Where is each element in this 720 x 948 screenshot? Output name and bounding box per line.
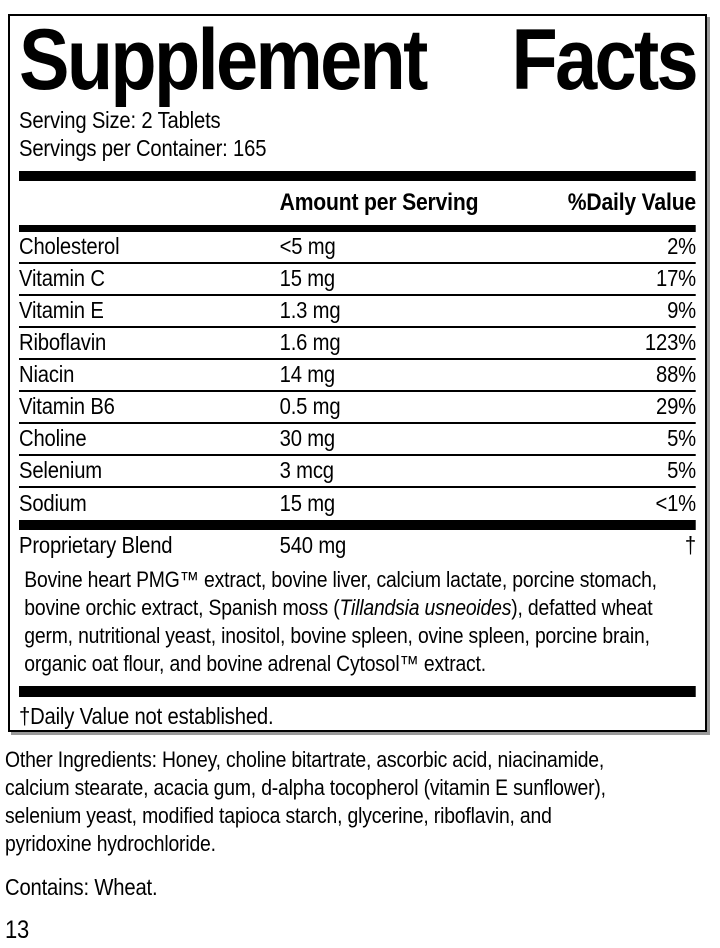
- below-panel-text: [5, 746, 717, 945]
- blend-line2-post: ), defatted wheat: [511, 594, 653, 620]
- other-ingredients-paragraph: [5, 746, 717, 858]
- header-separator-bar: [19, 225, 696, 232]
- nutrient-amount: 15 mg: [279, 265, 336, 292]
- nutrient-amount: <5 mg: [279, 233, 336, 260]
- blend-dagger-symbol: †: [684, 531, 696, 558]
- title-word-facts: Facts: [511, 14, 696, 108]
- nutrient-daily-value: 17%: [656, 265, 696, 292]
- other-ingredients-line-2: calcium stearate, acacia gum, d-alpha tocopherol (vitamin E sunflower),: [5, 775, 606, 800]
- nutrient-daily-value: 123%: [644, 329, 696, 356]
- nutrient-name: Sodium: [19, 490, 87, 517]
- blend-description-line-3: germ, nutritional yeast, inositol, bovine spleen, ovine spleen, porcine brain,: [24, 622, 650, 648]
- nutrient-name: Vitamin B6: [19, 393, 115, 420]
- proprietary-blend-row: [19, 530, 696, 561]
- nutrient-daily-value: <1%: [655, 490, 696, 517]
- nutrient-daily-value: 9%: [667, 297, 696, 324]
- blend-description-line-1: Bovine heart PMG™ extract, bovine liver, calcium lactate, porcine stomach,: [24, 566, 657, 592]
- nutrient-name: Vitamin C: [19, 265, 105, 292]
- nutrient-daily-value: 88%: [656, 361, 696, 388]
- nutrient-amount: 14 mg: [279, 361, 336, 388]
- blend-description: [19, 566, 696, 678]
- nutrient-name: Selenium: [19, 457, 102, 484]
- amount-per-serving-header: Amount per Serving: [279, 188, 479, 216]
- blend-amount: 540 mg: [279, 531, 347, 558]
- daily-value-header: %Daily Value: [567, 188, 696, 216]
- below-panel-content: [5, 746, 717, 945]
- nutrient-amount: 3 mcg: [279, 457, 334, 484]
- nutrient-name: Cholesterol: [19, 233, 120, 260]
- blend-description-line-2: [24, 594, 696, 622]
- thick-separator-bottom: [19, 686, 696, 697]
- title-word-supplement: Supplement: [19, 14, 426, 108]
- nutrient-name: Choline: [19, 425, 87, 452]
- other-ingredients-line-1: Other Ingredients: Honey, choline bitartrate, ascorbic acid, niacinamide,: [5, 747, 605, 772]
- nutrient-name: Niacin: [19, 361, 75, 388]
- other-ingredients-line-3: selenium yeast, modified tapioca starch, glycerine, riboflavin, and: [5, 803, 552, 828]
- nutrient-row-cholesterol: [19, 232, 696, 264]
- other-ingredients-line-4: pyridoxine hydrochloride.: [5, 831, 216, 856]
- thick-separator-mid: [19, 520, 696, 530]
- blend-line2-pre: bovine orchic extract, Spanish moss (: [24, 594, 340, 620]
- nutrient-row-vitamin-b6: [19, 392, 696, 424]
- nutrient-row-vitamin-c: [19, 264, 696, 296]
- nutrient-name: Riboflavin: [19, 329, 107, 356]
- table-header-row: [19, 181, 696, 225]
- nutrient-amount: 15 mg: [279, 490, 336, 517]
- daily-value-footnote: †Daily Value not established.: [19, 702, 274, 729]
- page-number: 13: [5, 916, 30, 944]
- nutrient-amount: 30 mg: [279, 425, 336, 452]
- nutrient-daily-value: 5%: [667, 457, 696, 484]
- thick-separator-top: [19, 171, 696, 181]
- blend-description-line-4: organic oat flour, and bovine adrenal Cytosol™ extract.: [24, 650, 486, 676]
- nutrient-amount: 1.3 mg: [279, 297, 341, 324]
- nutrient-daily-value: 29%: [656, 393, 696, 420]
- nutrient-row-vitamin-e: [19, 296, 696, 328]
- nutrient-row-niacin: [19, 360, 696, 392]
- blend-name: Proprietary Blend: [19, 531, 173, 558]
- nutrient-row-choline: [19, 424, 696, 456]
- nutrient-name: Vitamin E: [19, 297, 104, 324]
- nutrient-daily-value: 5%: [667, 425, 696, 452]
- blend-line2-latin-name: Tillandsia usneoides: [339, 594, 512, 620]
- contains-allergen-line: Contains: Wheat.: [5, 874, 158, 900]
- nutrient-row-riboflavin: [19, 328, 696, 360]
- nutrient-amount: 0.5 mg: [279, 393, 341, 420]
- supplement-facts-panel: [8, 14, 707, 732]
- panel-content: [19, 14, 696, 731]
- servings-per-container-line: Servings per Container: 165: [19, 134, 267, 161]
- nutrient-row-selenium: [19, 456, 696, 488]
- nutrient-row-sodium: [19, 488, 696, 520]
- serving-size-line: Serving Size: 2 Tablets: [19, 106, 221, 133]
- panel-title: [19, 14, 696, 108]
- nutrient-daily-value: 2%: [667, 233, 696, 260]
- nutrient-amount: 1.6 mg: [279, 329, 341, 356]
